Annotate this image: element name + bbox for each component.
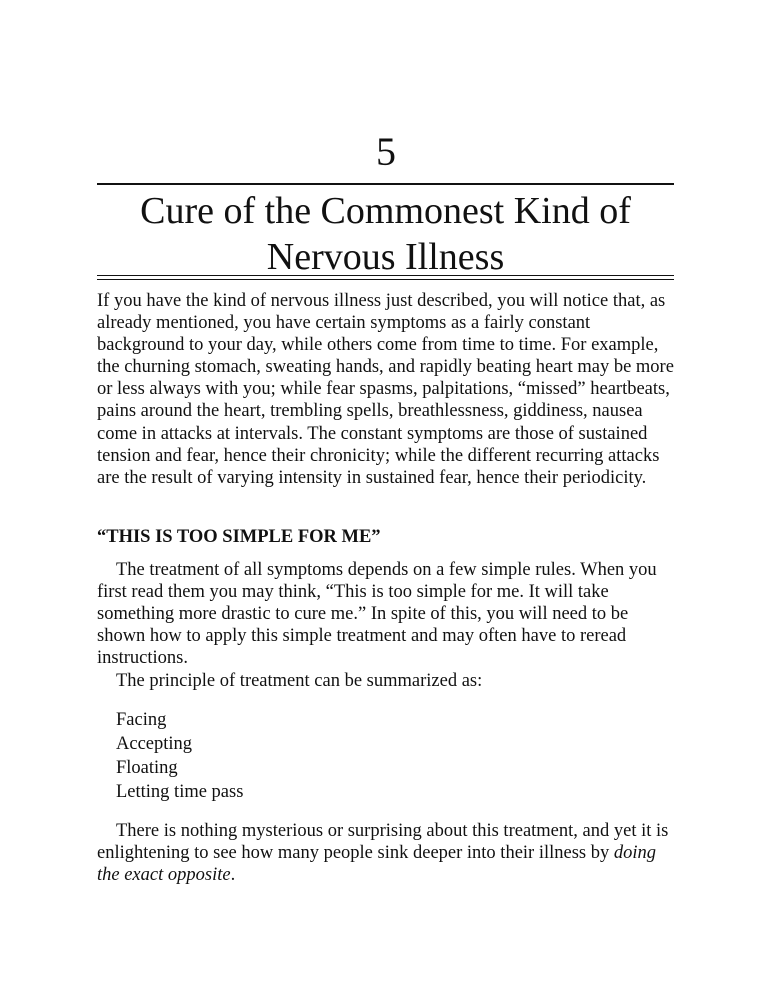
chapter-number: 5 xyxy=(376,129,396,174)
treatment-paragraph: The treatment of all symptoms depends on a few simple rules. When you first read them you may think, “This is too simple for me. It will take something more drastic to cure me.” In spite of this, you will need to be shown how to apply this simple treatment and may often have to reread instructions. xyxy=(97,560,657,669)
chapter-rule-double xyxy=(97,275,674,280)
section-heading: “THIS IS TOO SIMPLE FOR ME” xyxy=(97,527,381,547)
chapter-title-line-1: Cure of the Commonest Kind of xyxy=(140,190,631,232)
closing-paragraph xyxy=(97,820,677,886)
chapter-rule-top xyxy=(97,183,674,185)
chapter-title xyxy=(97,188,674,280)
principle-intro: The principle of treatment can be summarized as: xyxy=(116,671,483,691)
principles-list xyxy=(116,708,516,804)
list-item: Facing xyxy=(116,710,167,730)
closing-period: . xyxy=(230,865,236,886)
list-item: Accepting xyxy=(116,734,193,754)
list-item: Letting time pass xyxy=(116,782,244,802)
intro-paragraph: If you have the kind of nervous illness just described, you will notice that, as already mentioned, you have certain symptoms as a fairly constant background to your day, while others come from time to time. For example, the churning stomach, sweating hands, and rapidly beating heart may be more or less always with you; while fear spasms, palpitations, “missed” heartbeats, pains around the heart, trembling spells, breathlessness, giddiness, nausea come in attacks at intervals. The constant symptoms are those of sustained tension and fear, hence their chronicity; while the different recurring attacks are the result of varying intensity in sustained fear, hence their periodicity. xyxy=(97,291,674,488)
closing-text: There is nothing mysterious or surprising about this treatment, and yet it is enlightening to see how many people sink deeper into their illness by xyxy=(97,821,669,864)
closing-emphasis: doing the exact opposite xyxy=(97,843,657,886)
chapter-title-line-2: Nervous Illness xyxy=(266,236,505,278)
list-item: Floating xyxy=(116,758,178,778)
